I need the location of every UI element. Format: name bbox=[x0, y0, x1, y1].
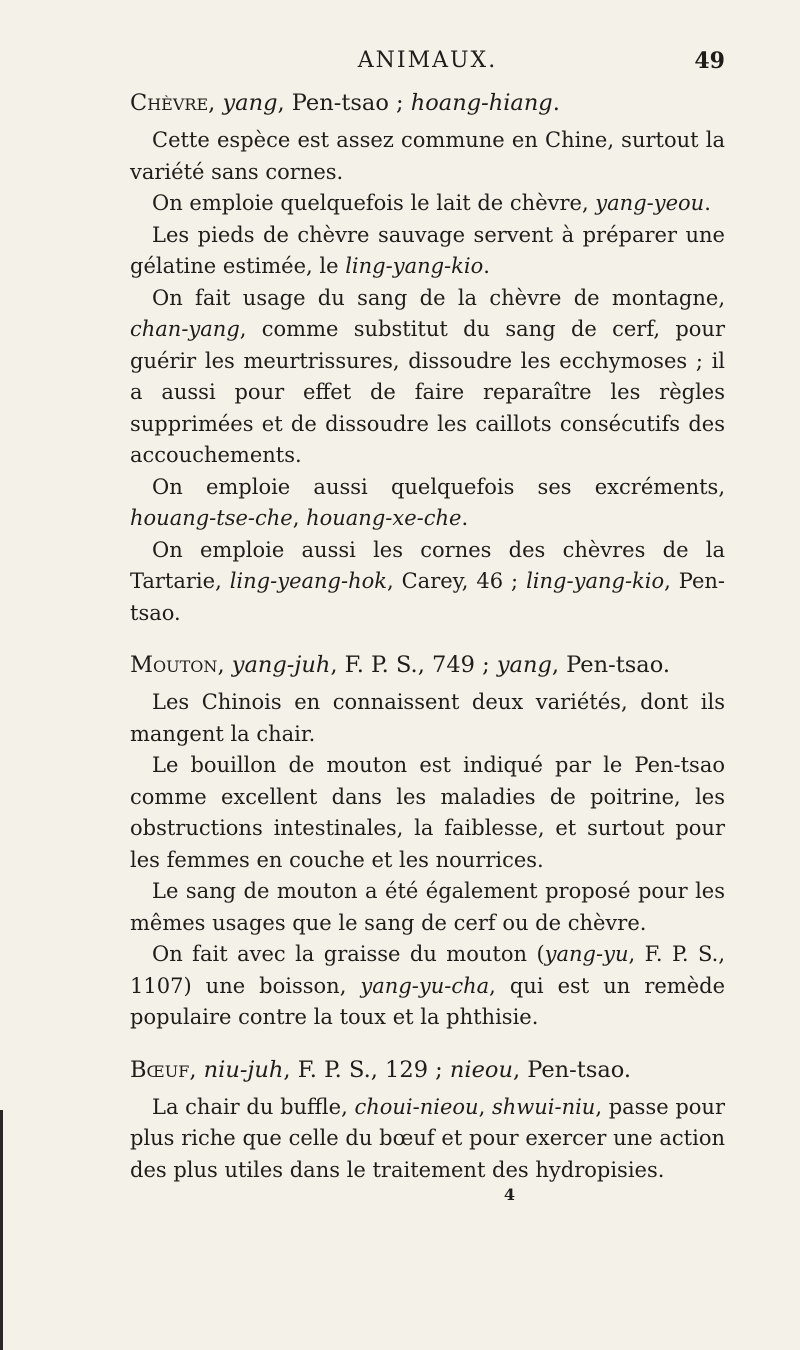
heading-text: , bbox=[217, 652, 232, 678]
heading-text: , bbox=[208, 90, 223, 116]
chinese-term: chan-yang bbox=[130, 317, 240, 341]
heading-text: , Pen-tsao. bbox=[512, 1056, 632, 1083]
heading-text: . bbox=[552, 90, 560, 116]
entry-boeuf bbox=[130, 1053, 725, 1205]
paragraph-text: On fait usage du sang de la chèvre de montagne, bbox=[152, 285, 725, 310]
paragraph-text: . bbox=[461, 506, 469, 530]
paragraph: Cette espèce est assez commune en Chine, surtout la variété sans cornes. bbox=[130, 128, 725, 184]
paragraph-text: , passe pour plus riche que celle du bœuf et pour exercer une action des plus utiles dans le traitement des hydropisies. bbox=[130, 1094, 725, 1182]
paragraph bbox=[130, 1092, 725, 1187]
binding-edge-line bbox=[0, 1110, 3, 1350]
heading-text: , bbox=[189, 1056, 204, 1083]
heading-text: , F. P. S., 749 ; bbox=[330, 652, 497, 678]
paragraph-text: . bbox=[704, 191, 711, 215]
chinese-term: yang bbox=[222, 90, 278, 116]
paragraph bbox=[130, 535, 725, 630]
paragraph: Le sang de mouton a été également proposé pour les mêmes usages que le sang de cerf ou de chèvre. bbox=[130, 879, 725, 935]
paragraph-text: Les pieds de chèvre sauvage servent à préparer une gélatine estimée, le bbox=[130, 222, 725, 278]
chinese-term: shwui-niu bbox=[491, 1094, 596, 1119]
paragraph-text: , F. P. S., 1107) une boisson, bbox=[130, 942, 725, 998]
chinese-term: niu-juh bbox=[203, 1056, 284, 1083]
chinese-term: ling-yeang-hok bbox=[229, 569, 387, 593]
page-number: 49 bbox=[694, 48, 725, 74]
chinese-term: yang-yu-cha bbox=[360, 973, 490, 998]
chinese-term: nieou bbox=[449, 1056, 513, 1083]
entry-mouton bbox=[130, 648, 725, 1034]
chinese-term: yang-yeou bbox=[595, 191, 705, 215]
paragraph-text: , Carey, 46 ; bbox=[386, 569, 527, 593]
paragraph: Les Chinois en connaissent deux variétés, dont ils mangent la chair. bbox=[130, 690, 725, 746]
entry-chevre bbox=[130, 86, 725, 629]
signature-mark: 4 bbox=[503, 1185, 515, 1204]
paragraph-text: , comme substitut du sang de cerf, pour guérir les meurtrissures, dissoudre les ecchymoses ; il a aussi pour effet de faire reparaître les règles supprimées et de dissoudre les caillots consécutifs des accouchements. bbox=[130, 317, 725, 467]
paragraph bbox=[130, 220, 725, 283]
paragraph-text: La chair du buffle, bbox=[152, 1094, 355, 1119]
chinese-term: yang bbox=[496, 652, 552, 678]
paragraph bbox=[130, 472, 725, 535]
running-title: ANIMAUX. bbox=[357, 48, 498, 73]
heading-text: , Pen-tsao ; bbox=[277, 90, 411, 116]
entry-heading bbox=[130, 648, 725, 683]
entry-heading bbox=[130, 1053, 725, 1088]
chinese-term: hoang-hiang bbox=[410, 90, 553, 116]
chinese-term: yang-yu bbox=[544, 942, 629, 966]
paragraph bbox=[130, 939, 725, 1034]
paragraph bbox=[130, 283, 725, 472]
paragraph-text: , bbox=[478, 1094, 492, 1119]
paragraph-text: , bbox=[292, 506, 307, 530]
chinese-term: ling-yang-kio bbox=[526, 569, 665, 593]
paragraph-text: . bbox=[483, 254, 490, 278]
chinese-term: choui-nieou bbox=[354, 1094, 479, 1119]
chinese-term: houang-xe-che bbox=[306, 506, 462, 530]
entry-name: Bœuf bbox=[130, 1056, 190, 1083]
chinese-term: ling-yang-kio bbox=[345, 254, 484, 278]
running-head bbox=[130, 48, 725, 82]
chinese-term: yang-juh bbox=[231, 652, 331, 678]
paragraph bbox=[130, 188, 725, 220]
paragraph-text: , Pen-tsao. bbox=[130, 569, 725, 625]
paragraph: Le bouillon de mouton est indiqué par le Pen-tsao comme excellent dans les maladies de poitrine, les obstructions intestinales, la faiblesse, et surtout pour les femmes en couche et les nourrices. bbox=[130, 753, 725, 872]
heading-text: , Pen-tsao. bbox=[551, 652, 671, 678]
paragraph-text: On fait avec la graisse du mouton ( bbox=[152, 942, 545, 966]
page-body bbox=[130, 86, 725, 1204]
entry-name: Mouton bbox=[130, 652, 218, 678]
paragraph-text: On emploie aussi les cornes des chèvres de la Tartarie, bbox=[130, 537, 725, 593]
chinese-term: houang-tse-che bbox=[130, 506, 293, 530]
entry-name: Chèvre bbox=[130, 90, 209, 116]
paragraph-text: , qui est un remède populaire contre la toux et la phthisie. bbox=[130, 973, 725, 1029]
heading-text: , F. P. S., 129 ; bbox=[283, 1056, 450, 1083]
entry-heading bbox=[130, 86, 725, 121]
paragraph-text: On emploie aussi quelquefois ses excréments, bbox=[152, 474, 725, 499]
paragraph-text: On emploie quelquefois le lait de chèvre, bbox=[152, 191, 596, 215]
